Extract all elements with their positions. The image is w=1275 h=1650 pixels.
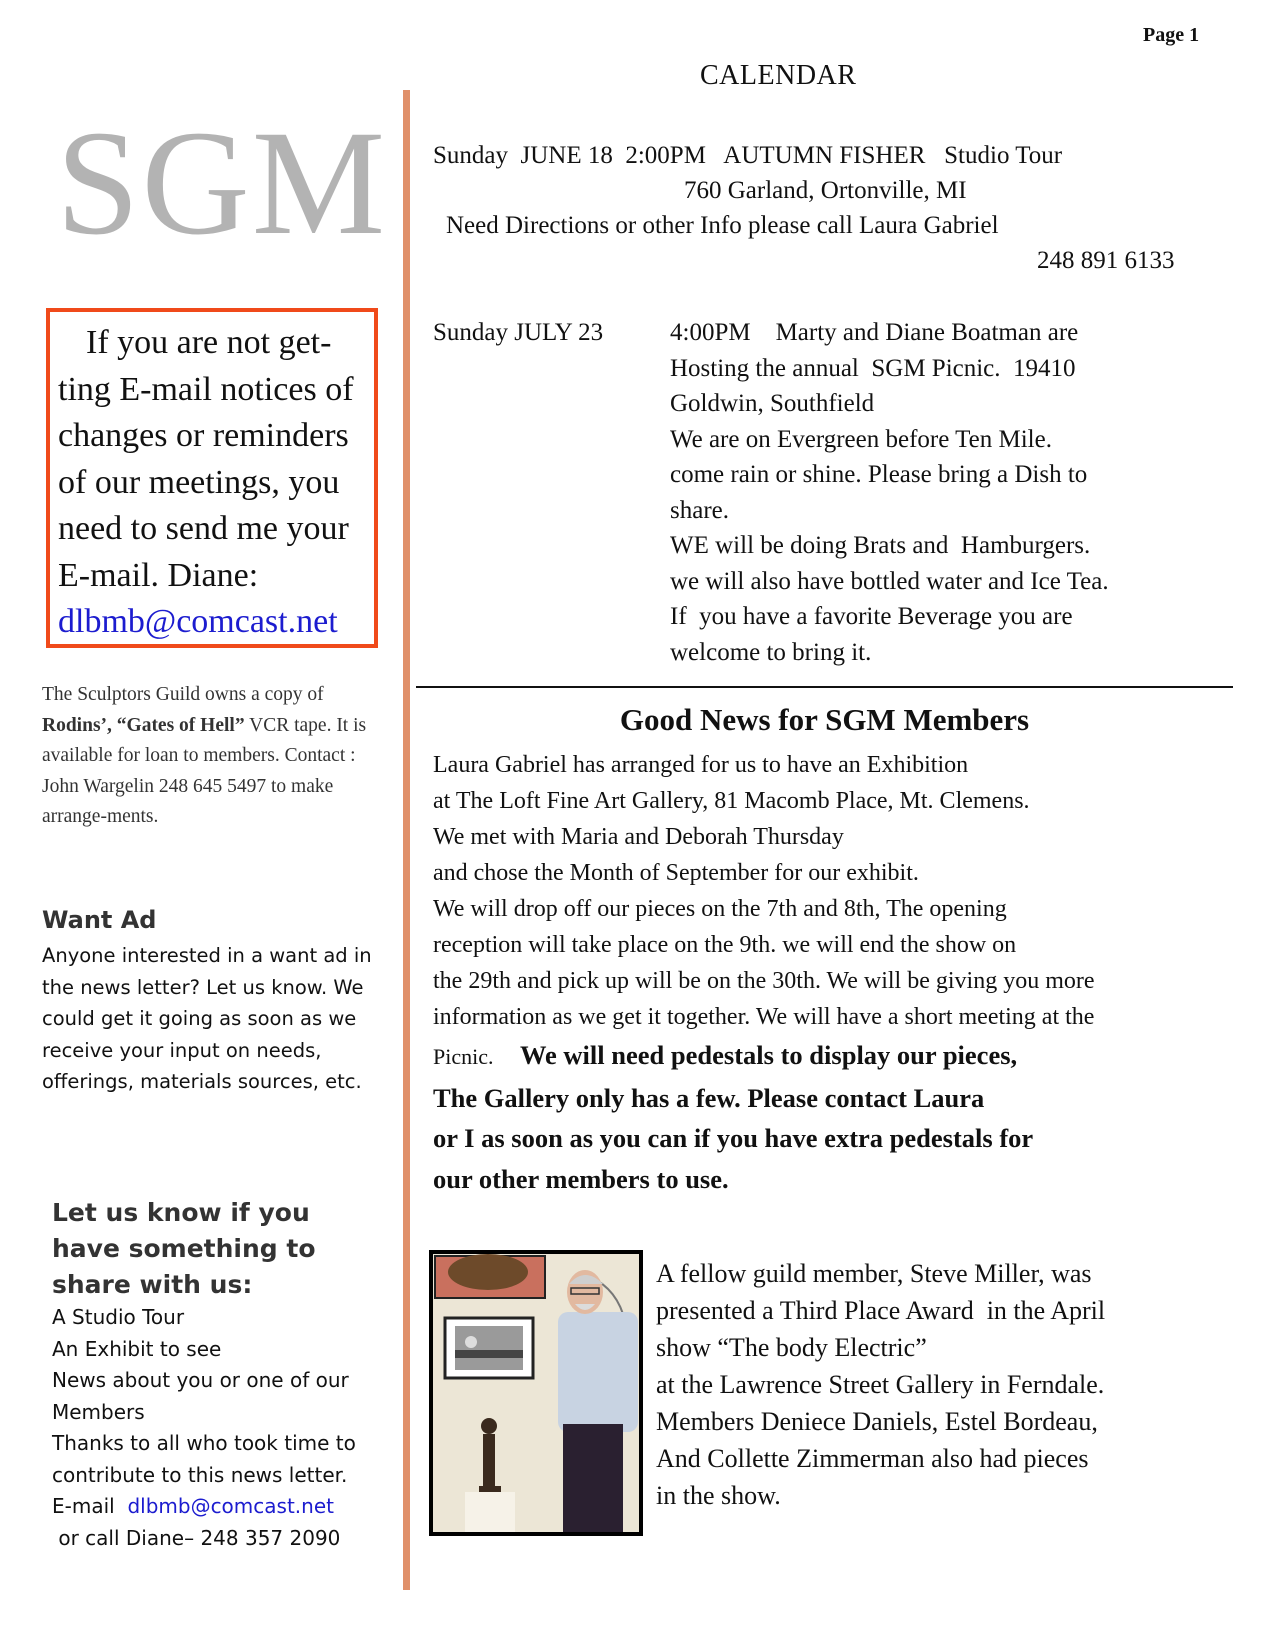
news-line: and chose the Month of September for our exhibit.: [433, 860, 919, 886]
notice-line: changes or reminders: [58, 417, 349, 454]
notice-line: E-mail. Diane:: [58, 556, 259, 594]
news-line: at The Loft Fine Art Gallery, 81 Macomb Place, Mt. Clemens.: [433, 788, 1030, 814]
share-item: An Exhibit to see: [52, 1336, 222, 1361]
news-line: We met with Maria and Deborah Thursday: [433, 824, 844, 850]
event2-line: We are on Evergreen before Ten Mile.: [670, 425, 1052, 453]
share-email-label: E-mail: [52, 1494, 115, 1518]
news-line: Laura Gabriel has arranged for us to have an Exhibition: [433, 752, 969, 778]
calendar-title: CALENDAR: [700, 60, 857, 91]
event2-line: come rain or shine. Please bring a Dish to: [670, 461, 1088, 488]
photo-illustration: [433, 1254, 639, 1532]
share-call: or call Diane– 248 357 2090: [52, 1525, 341, 1550]
news-body: [433, 747, 1223, 1199]
event1-headline: Sunday JUNE 18 2:00PM AUTUMN FISHER Studio Tour: [433, 142, 1063, 169]
share-item: News about you or one of our Members: [52, 1368, 349, 1424]
share-list: [52, 1302, 392, 1554]
horizontal-divider: [416, 686, 1233, 688]
news-title: Good News for SGM Members: [619, 702, 1030, 737]
notice-line: ting E-mail notices of: [58, 370, 354, 408]
event2-line: welcome to bring it.: [670, 638, 872, 666]
news-bold-line: The Gallery only has a few. Please contact Laura: [433, 1082, 985, 1113]
news-bold-text: We will need pedestals to display our pieces,: [520, 1040, 1018, 1070]
share-title: Let us know if you have something to share with us:: [52, 1198, 316, 1299]
event2-details: [670, 315, 1210, 670]
member-news: [656, 1255, 1226, 1514]
news-line: We will drop off our pieces on the 7th and 8th, The opening: [433, 896, 1007, 922]
notice-line: need to send me your: [58, 510, 349, 547]
email-notice-box: [46, 308, 378, 648]
member-news-line: in the show.: [656, 1481, 781, 1510]
news-bold-line: [433, 1035, 1223, 1078]
news-line: information as we get it together. We will have a short meeting at the: [433, 1004, 1095, 1030]
news-line: reception will take place on the 9th. we will end the show on: [433, 932, 1017, 958]
event2-date: Sunday JULY 23: [433, 319, 604, 346]
vcr-tape-note: [42, 680, 392, 833]
vcr-text-after: VCR tape. It is available for loan to members. Contact : John Wargelin 248 645 5497 to make arrange-ments.: [42, 714, 367, 827]
event2-line: Goldwin, Southfield: [670, 390, 875, 417]
notice-line: If you are not get-: [86, 324, 332, 361]
member-photo: [429, 1250, 643, 1536]
share-email-link[interactable]: dlbmb@comcast.net: [127, 1494, 334, 1518]
event2-line: 4:00PM Marty and Diane Boatman are: [670, 319, 1079, 346]
member-news-line: A fellow guild member, Steve Miller, was: [656, 1259, 1092, 1288]
news-bold-line: our other members to use.: [433, 1163, 729, 1194]
vcr-text: The Sculptors Guild owns a copy of: [42, 684, 324, 705]
member-news-line: presented a Third Place Award in the April: [656, 1296, 1106, 1325]
member-news-line: And Collette Zimmerman also had pieces: [656, 1444, 1089, 1473]
news-line: the 29th and pick up will be on the 30th. We will be giving you more: [433, 968, 1095, 994]
news-bold-line: or I as soon as you can if you have extra pedestals for: [433, 1123, 1034, 1153]
notice-line: of our meetings, you: [58, 463, 340, 501]
event1-address: 760 Garland, Ortonville, MI: [684, 177, 967, 204]
member-news-line: show “The body Electric”: [656, 1333, 927, 1362]
news-picnic-word: Picnic.: [433, 1044, 494, 1069]
member-news-line: Members Deniece Daniels, Estel Bordeau,: [656, 1407, 1098, 1436]
member-news-line: at the Lawrence Street Gallery in Ferndale.: [656, 1370, 1105, 1399]
page-number: Page 1: [1143, 24, 1200, 46]
event1-phone: 248 891 6133: [1037, 247, 1175, 274]
share-email-line: [52, 1491, 392, 1523]
notice-email-link[interactable]: dlbmb@comcast.net: [58, 603, 338, 640]
vertical-divider: [403, 90, 410, 1590]
event2-line: Hosting the annual SGM Picnic. 19410: [670, 354, 1076, 382]
want-ad-title: Want Ad: [42, 906, 157, 934]
share-item: Thanks to all who took time to contribute to this news letter.: [52, 1431, 356, 1487]
share-item: A Studio Tour: [52, 1305, 185, 1329]
event1-info: Need Directions or other Info please call Laura Gabriel: [446, 212, 999, 239]
sgm-logo: SGM: [56, 100, 388, 266]
event2-line: we will also have bottled water and Ice Tea.: [670, 567, 1109, 595]
event2-line: If you have a favorite Beverage you are: [670, 603, 1073, 630]
event2-line: WE will be doing Brats and Hamburgers.: [670, 532, 1091, 559]
vcr-title: Rodins’, “Gates of Hell”: [42, 714, 245, 736]
want-ad-body: Anyone interested in a want ad in the news letter? Let us know. We could get it going as soon as we receive your input on needs, offerings, materials sources, etc.: [42, 944, 372, 1093]
event2-line: share.: [670, 496, 729, 524]
